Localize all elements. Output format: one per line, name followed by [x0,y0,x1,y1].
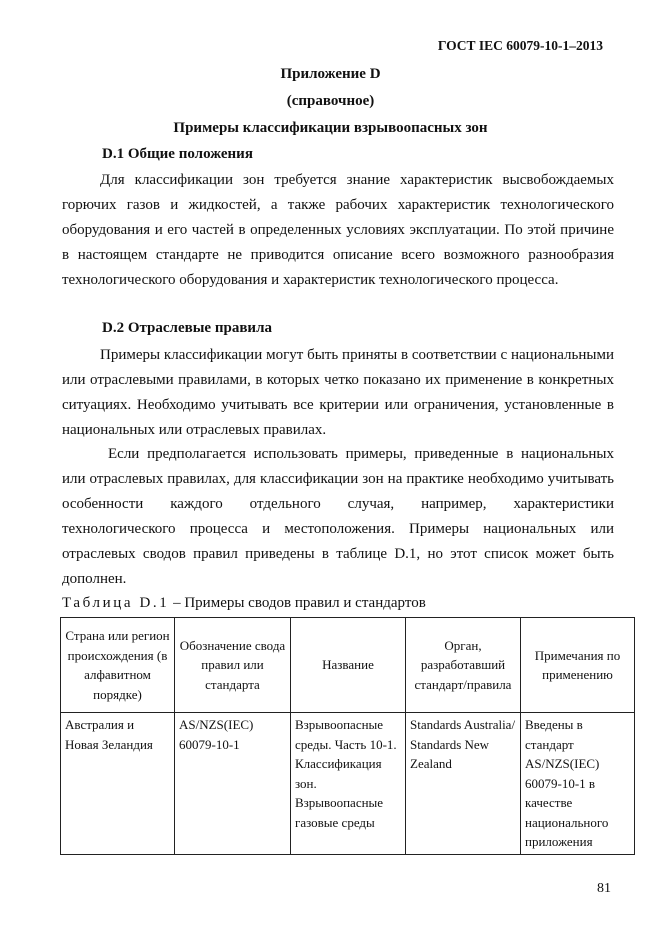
cell-body: Standards Australia/ Standards New Zealand [406,713,521,855]
table-caption [62,595,426,612]
header-notes: Примечания по применению [521,618,635,713]
table-caption-text: – Примеры сводов правил и стандартов [169,595,426,611]
table-caption-label: Таблица D.1 [62,595,170,611]
table-row [61,713,635,855]
section-2-body-1 [62,343,614,443]
appendix-heading: Примеры классификации взрывоопасных зон [173,120,488,136]
header-body: Орган, разработавший стандарт/правила [406,618,521,713]
section-1-heading: D.1 Общие положения [102,146,253,162]
header-name: Название [291,618,406,713]
standard-header: ГОСТ IEC 60079-10-1–2013 [437,38,603,53]
page-number: 81 [597,881,611,896]
table-header-row [61,618,635,713]
cell-name: Взрывоопасные среды. Часть 10-1. Классификация зон. Взрывоопасные газовые среды [291,713,406,855]
header-country: Страна или регион происхождения (в алфавитном порядке) [61,618,175,713]
cell-code: AS/NZS(IEC) 60079-10-1 [175,713,291,855]
appendix-subtitle: (справочное) [286,93,375,109]
section-1-body [62,168,614,293]
appendix-title: Приложение D [280,66,381,82]
cell-notes: Введены в стандарт AS/NZS(IEC) 60079-10-1 в качестве национального приложения [521,713,635,855]
header-code: Обозначение свода правил или стандарта [175,618,291,713]
section-2-paragraph-1: Примеры классификации могут быть приняты в соответствии с национальными или отраслевыми правилами, в которых четко показано их применение в конкретных ситуациях. Необходимо учитывать все критерии или ограничения, установленные в национальных или отраслевых правилах. [62,347,614,438]
section-2-paragraph-2: Если предполагается использовать примеры, приведенные в национальных или отраслевых правилах, для классификации зон на практике необходимо учитывать особенности каждого отдельного случая, например, характеристики технологического процесса и местоположения. Примеры национальных или отраслевых сводов правил приведены в таблице D.1, но этот список может быть дополнен. [62,446,614,587]
cell-country: Австралия и Новая Зеландия [61,713,175,855]
section-1-paragraph: Для классификации зон требуется знание характеристик высвобождаемых горючих газов и жидкостей, а также рабочих характеристик технологического оборудования и его частей в определенных условиях эксплуатации. По этой причине в настоящем стандарте не приводится описание всего возможного разнообразия технологического оборудования и характеристик технологического процесса. [62,172,614,288]
standards-table [60,617,635,855]
section-2-body-2 [62,442,614,592]
section-2-heading: D.2 Отраслевые правила [102,320,272,336]
